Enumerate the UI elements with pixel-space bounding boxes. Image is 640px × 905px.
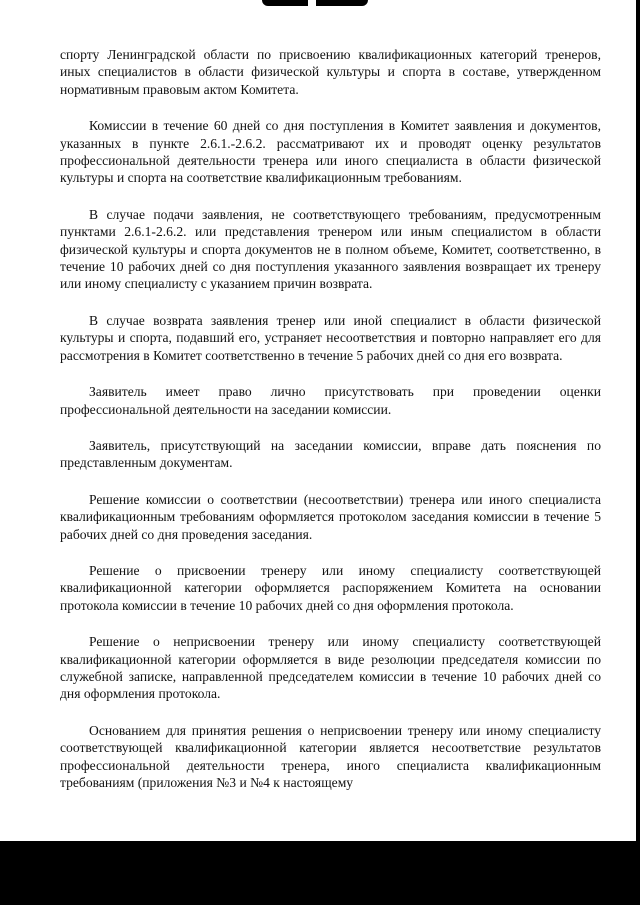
paragraph-7: Решение комиссии о соответствии (несоответствии) тренера или иного специалиста квалификационным требованиям оформляется протоколом заседания комиссии в течение 5 рабочих дней со дня проведения заседания.	[60, 491, 601, 542]
scan-artifact-bottom	[0, 841, 640, 905]
paragraph-3: В случае подачи заявления, не соответствующего требованиям, предусмотренным пунктами 2.6.1-2.6.2. или представления тренером или иным специалистом в области физической культуры и спорта документов не в полном объеме, Комитет, соответственно, в течение 10 рабочих дней со дня поступления указанного заявления возвращает их тренеру или иному специалисту с указанием причин возврата.	[60, 206, 601, 292]
paragraph-6: Заявитель, присутствующий на заседании комиссии, вправе дать пояснения по представленным документам.	[60, 437, 601, 471]
scan-artifact-right-edge	[636, 0, 640, 905]
paragraph-2: Комиссии в течение 60 дней со дня поступления в Комитет заявления и документов, указанных в пункте 2.6.1.-2.6.2. рассматривают их и проводят оценку результатов профессиональной деятельности тренера или иного специалиста в области физической культуры и спорта на соответствие квалификационным требованиям.	[60, 118, 601, 186]
document-body	[60, 46, 601, 791]
scan-artifact-top	[262, 0, 368, 6]
paragraph-4: В случае возврата заявления тренер или иной специалист в области физической культуры и спорта, подавший его, устраняет несоответствия и повторно направляет его для рассмотрения в Комитет соответственно в течение 5 рабочих дней со дня его возврата.	[60, 312, 601, 363]
paragraph-1: спорту Ленинградской области по присвоению квалификационных категорий тренеров, иных специалистов в области физической культуры и спорта в составе, утвержденном нормативным правовым актом Комитета.	[60, 47, 601, 97]
paragraph-5: Заявитель имеет право лично присутствовать при проведении оценки профессиональной деятельности на заседании комиссии.	[60, 384, 601, 417]
paragraph-8: Решение о присвоении тренеру или иному специалисту соответствующей квалификационной категории оформляется распоряжением Комитета на основании протокола комиссии в течение 10 рабочих дней со дня оформления протокола.	[60, 562, 601, 613]
paragraph-10: Основанием для принятия решения о неприсвоении тренеру или иному специалисту соответствующей квалификационной категории является несоответствие результатов профессиональной деятельности тренера, иного специалиста квалификационным требованиям (приложения №3 и №4 к настоящему	[60, 722, 601, 790]
paragraph-9: Решение о неприсвоении тренеру или иному специалисту соответствующей квалификационной категории оформляется в виде резолюции председателя комиссии по служебной записке, направленной председателем комиссии в течение 10 рабочих дней со дня оформления протокола.	[60, 634, 601, 702]
